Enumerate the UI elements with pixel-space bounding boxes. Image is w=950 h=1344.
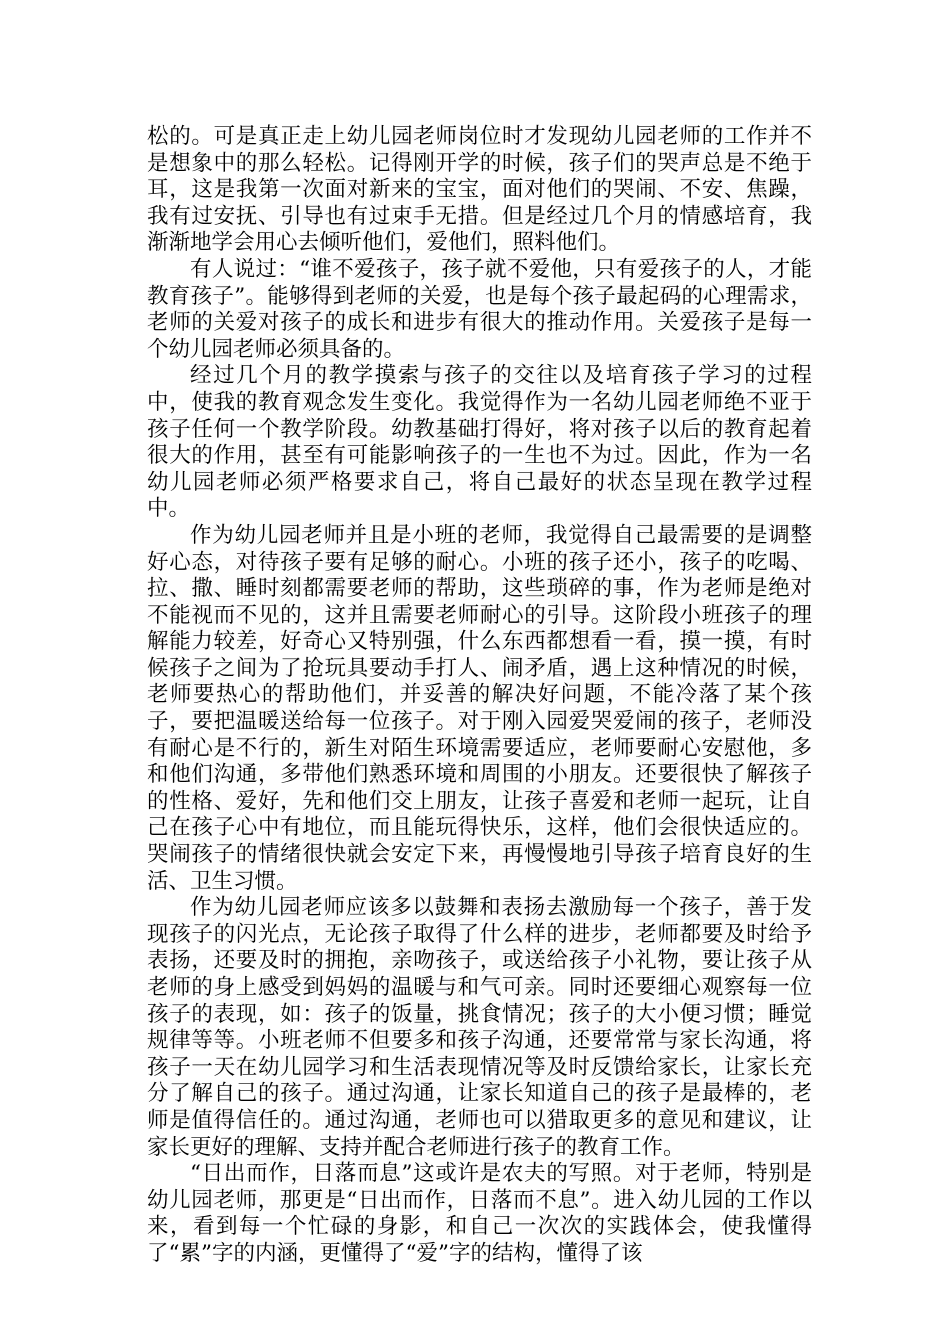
- paragraph: “日出而作，日落而息”这或许是农夫的写照。对于老师，特别是幼儿园老师，那更是“日出而作，日落而不息”。进入幼儿园的工作以来，看到每一个忙碌的身影，和自己一次次的实践体会，使我懂得了“累”字的内涵，更懂得了“爱”字的结构，懂得了该: [147, 1161, 812, 1266]
- paragraph: 有人说过：“谁不爱孩子，孩子就不爱他，只有爱孩子的人，才能教育孩子”。能够得到老师的关爱，也是每个孩子最起码的心理需求，老师的关爱对孩子的成长和进步有很大的推动作用。关爱孩子是每一个幼儿园老师必须具备的。: [147, 256, 812, 362]
- paragraph: 作为幼儿园老师并且是小班的老师，我觉得自己最需要的是调整好心态，对待孩子要有足够的耐心。小班的孩子还小，孩子的吃喝、拉、撒、睡时刻都需要老师的帮助，这些琐碎的事，作为老师是绝对不能视而不见的，这并且需要老师耐心的引导。这阶段小班孩子的理解能力较差，好奇心又特别强，什么东西都想看一看，摸一摸，有时候孩子之间为了抢玩具要动手打人、闹矛盾，遇上这种情况的时候，老师要热心的帮助他们，并妥善的解决好问题，不能冷落了某个孩子，要把温暖送给每一位孩子。对于刚入园爱哭爱闹的孩子，老师没有耐心是不行的，新生对陌生环境需要适应，老师要耐心安慰他，多和他们沟通，多带他们熟悉环境和周围的小朋友。还要很快了解孩子的性格、爱好，先和他们交上朋友，让孩子喜爱和老师一起玩，让自己在孩子心中有地位，而且能玩得快乐，这样，他们会很快适应的。哭闹孩子的情绪很快就会安定下来，再慢慢地引导孩子培育良好的生活、卫生习惯。: [147, 522, 812, 894]
- paragraph-continuation: 松的。可是真正走上幼儿园老师岗位时才发现幼儿园老师的工作并不是想象中的那么轻松。记得刚开学的时候，孩子们的哭声总是不绝于耳，这是我第一次面对新来的宝宝，面对他们的哭闹、不安、焦躁，我有过安抚、引导也有过束手无措。但是经过几个月的情感培育，我渐渐地学会用心去倾听他们，爱他们，照料他们。: [147, 124, 812, 256]
- paragraph: 作为幼儿园老师应该多以鼓舞和表扬去激励每一个孩子，善于发现孩子的闪光点，无论孩子取得了什么样的进步，老师都要及时给予表扬，还要及时的拥抱，亲吻孩子，或送给孩子小礼物，要让孩子从老师的身上感受到妈妈的温暖与和气可亲。同时还要细心观察每一位孩子的表现，如：孩子的饭量，挑食情况；孩子的大小便习惯；睡觉规律等等。小班老师不但要多和孩子沟通，还要常常与家长沟通，将孩子一天在幼儿园学习和生活表现情况等及时反馈给家长，让家长充分了解自己的孩子。通过沟通，让家长知道自己的孩子是最棒的，老师是值得信任的。通过沟通，老师也可以猎取更多的意见和建议，让家长更好的理解、支持并配合老师进行孩子的教育工作。: [147, 895, 812, 1160]
- document-body: [147, 124, 812, 1268]
- paragraph: 经过几个月的教学摸索与孩子的交往以及培育孩子学习的过程中，使我的教育观念发生变化。我觉得作为一名幼儿园老师绝不亚于孩子任何一个教学阶段。幼教基础打得好，将对孩子以后的教育起着很大的作用，甚至有可能影响孩子的一生也不为过。因此，作为一名幼儿园老师必须严格要求自己，将自己最好的状态呈现在教学过程中。: [147, 363, 812, 522]
